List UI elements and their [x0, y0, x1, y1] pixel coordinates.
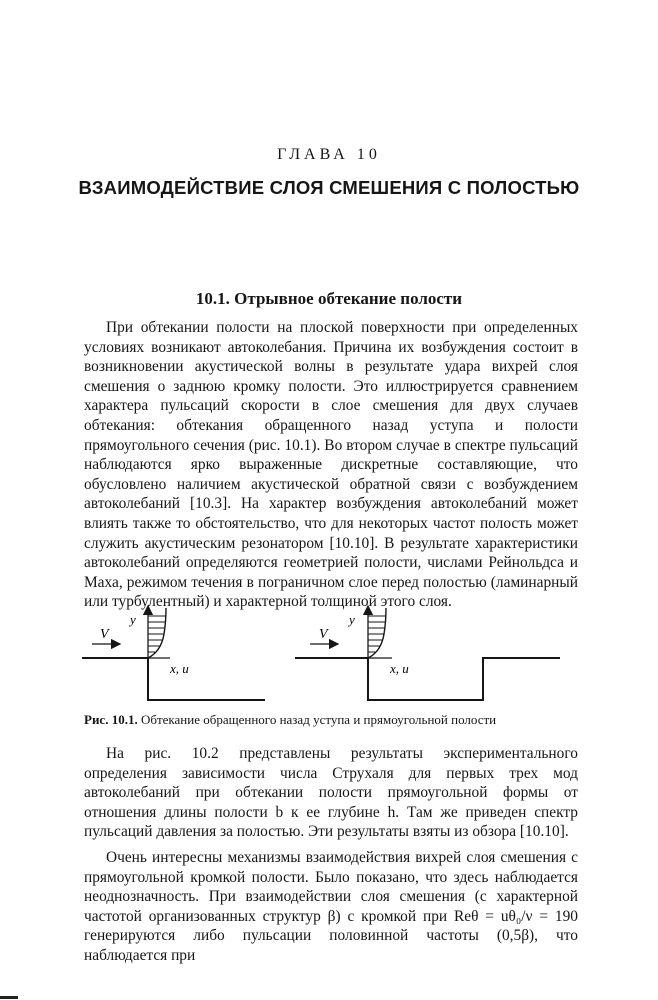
right-panel-diagram: [295, 606, 560, 700]
left-profile-hatching: [148, 616, 166, 652]
text-block-1: [84, 318, 578, 612]
figure-caption: [84, 712, 578, 728]
paragraph-2: На рис. 10.2 представлены результаты экспериментального определения зависимости числа Струхаля для первых трех мод автоколебаний при обтекании полости прямоугольной формы от отношения длины полости b к ее глубине h. Там же приведен спектр пульсаций давления за полостью. Эти результаты взяты из обзора [10.10].: [84, 745, 578, 841]
section-title: 10.1. Отрывное обтекание полости: [195, 289, 463, 308]
chapter-label: ГЛАВА 10: [277, 146, 381, 163]
chapter-title: ВЗАИМОДЕЙСТВИЕ СЛОЯ СМЕШЕНИЯ С ПОЛОСТЬЮ: [78, 177, 580, 198]
figure-caption-text: Обтекание обращенного назад уступа и прямоугольной полости: [140, 712, 497, 727]
figure-10-1: [80, 596, 580, 708]
right-y-axis-label: y: [349, 612, 355, 627]
right-cavity-wall: [295, 658, 560, 700]
left-y-axis-label: y: [130, 612, 136, 627]
text-block-2: [84, 744, 578, 966]
right-velocity-label: V: [319, 627, 328, 642]
figure-caption-number: Рис. 10.1.: [84, 712, 138, 727]
paragraph-3: Очень интересны механизмы взаимодействия вихрей слоя смешения с прямоугольной кромкой полости. Было показано, что здесь наблюдается неоднозначность. При взаимодействии слоя смешения (с характерной частотой организованных структур β) с кромкой при Reθ = uθ₀/ν = 190 генерируются либо пульсации половинной частоты (0,5β), что наблюдается при: [84, 848, 578, 964]
right-profile-hatching: [368, 616, 386, 652]
paragraph-1: При обтекании полости на плоской поверхности при определенных условиях возникают автоколебания. Причина их возбуждения состоит в возникновении акустической волны в результате удара вихрей слоя смешения о заднюю кромку полости. Это иллюстрируется сравнением характера пульсаций скорости в слое смешения для двух случаев обтекания: обтекания обращенного назад уступа и полости прямоугольного сечения (рис. 10.1). Во втором случае в спектре пульсаций наблюдаются ярко выраженные дискретные составляющие, что обусловлено наличием акустической обратной связи с возбуждением автоколебаний [10.3]. На характер возбуждения автоколебаний может влиять также то обстоятельство, что для некоторых частот полость может служить акустическим резонатором [10.10]. В результате характеристики автоколебаний определяются геометрией полости, числами Рейнольдса и Маха, режимом течения в пограничном слое перед полостью (ламинарный или турбулентный) и характерной толщиной этого слоя.: [84, 319, 578, 611]
page-edge-mark: [0, 996, 18, 999]
left-panel-diagram: [82, 606, 265, 700]
left-x-axis-label: x, u: [170, 661, 189, 676]
left-velocity-label: V: [100, 627, 109, 642]
right-x-axis-label: x, u: [390, 661, 409, 676]
